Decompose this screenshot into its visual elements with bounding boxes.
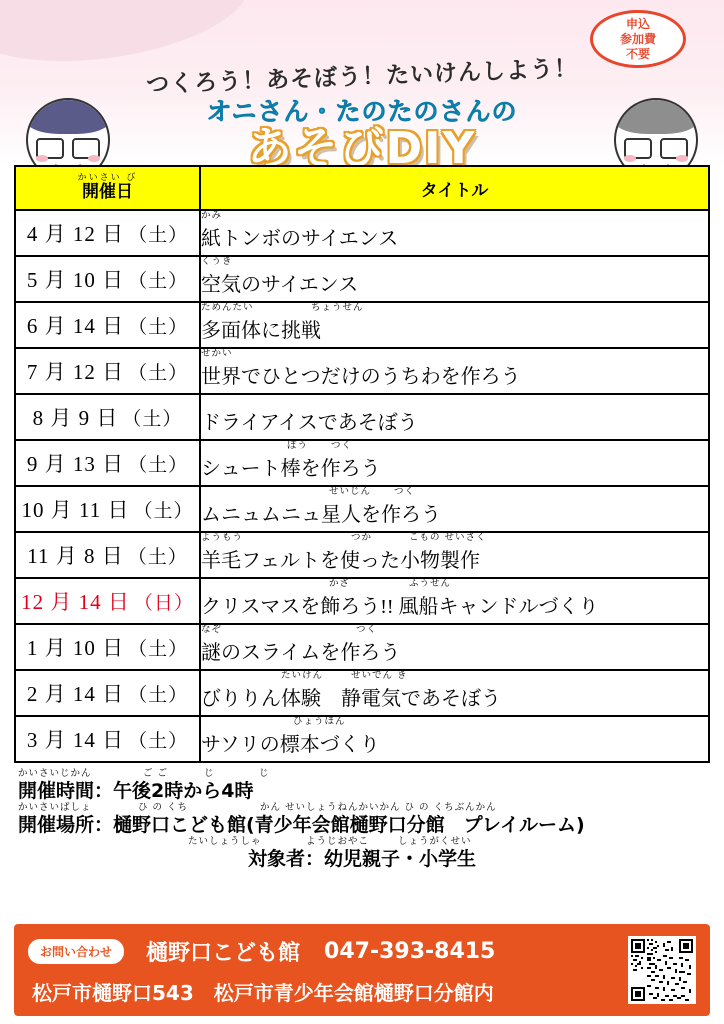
column-header-date-ruby: かいさい び [77,173,138,183]
contact-row-primary [14,924,710,967]
event-title: クリスマスを飾ろう!! 風船キャンドルづくり かざ ふうせん [201,578,599,618]
furigana-annotation: つく [331,440,353,451]
event-title-cell [200,256,709,302]
event-date-cell [15,578,200,624]
furigana-annotation: かいさいじかん [18,768,92,779]
event-date: 9 月 13 日 [26,452,125,476]
furigana-annotation: こもの せいさく [409,532,487,543]
event-title-cell [200,486,709,532]
contact-telephone[interactable]: 047-393-8415 [324,939,496,964]
furigana-annotation: たいけん [281,670,324,681]
table-row [15,256,709,302]
furigana-annotation: せいじん [329,486,372,497]
event-title: 紙トンボのサイエンス かみ [201,210,399,250]
event-date-cell [15,716,200,762]
event-date-cell [15,440,200,486]
event-title-cell [200,302,709,348]
furigana-annotation: ちょうせん [311,302,364,313]
column-header-title [200,166,709,210]
table-row [15,348,709,394]
event-date: 11 月 8 日 [27,544,124,568]
event-date-cell [15,256,200,302]
event-weekday: （土） [128,317,189,338]
event-title-cell [200,394,709,440]
furigana-annotation: せいでん き [351,670,408,681]
event-date: 4 月 12 日 [26,222,125,246]
event-title-cell [200,440,709,486]
event-title: びりりん体験 静電気であそぼう たいけん せいでん き [201,670,501,710]
furigana-annotation: くうき [201,256,233,267]
event-weekday: （土） [128,685,189,706]
event-weekday: （土） [128,731,189,752]
event-date: 10 月 11 日 [21,498,130,522]
event-date: 2 月 14 日 [26,682,125,706]
event-weekday: （日） [133,593,194,614]
column-header-title-label: タイトル [420,180,489,201]
event-title: ドライアイスであそぼう [201,412,418,434]
table-row [15,486,709,532]
furigana-annotation: ひ の くち [138,801,189,813]
info-place-text: 開催場所：樋野口こども館(青少年会館樋野口分館 プレイルーム) [18,813,585,836]
furigana-annotation: せかい [201,348,233,359]
event-title-cell [200,348,709,394]
furigana-annotation: ひょうほん [293,716,346,727]
event-date-cell [15,394,200,440]
info-audience-text: 対象者：幼児親子・小学生 [247,847,476,870]
event-date: 6 月 14 日 [26,314,125,338]
qr-code-icon[interactable] [628,936,696,1004]
table-header-row [15,166,709,210]
event-title-cell [200,716,709,762]
furigana-annotation: ようじおやこ [306,835,370,847]
table-row [15,440,709,486]
info-time-text: 開催時間：午後2時から4時 [18,780,254,802]
event-weekday: （土） [128,639,189,660]
page-title: あそびDIY [247,123,477,165]
badge-line-3: 不要 [625,46,650,61]
event-date-cell [15,348,200,394]
event-title-cell [200,670,709,716]
event-title-cell [200,532,709,578]
column-header-date-label: 開催日 [82,182,133,202]
badge-line-1: 申込 [625,16,650,31]
event-title: 多面体に挑戦 ためんたい ちょうせん [201,302,364,342]
event-weekday: （土） [128,271,189,292]
table-row [15,624,709,670]
furigana-annotation: かいさいばしょ [18,801,92,813]
furigana-annotation: つく [394,486,416,497]
event-date-cell [15,486,200,532]
column-header-date [15,166,200,210]
contact-pill-label: お問い合わせ [28,939,124,964]
furigana-annotation: なぞ [201,624,223,635]
event-title: サソリの標本づくり ひょうほん [201,716,380,756]
table-row [15,716,709,762]
event-title: 謎のスライムを作ろう なぞ つく [201,624,401,664]
furigana-annotation: ぼう [287,440,309,451]
event-weekday: （土） [128,363,189,384]
header-banner [0,0,724,165]
event-title-cell [200,624,709,670]
furigana-annotation: じ [259,768,270,779]
event-date-cell [15,302,200,348]
furigana-annotation: ご ご [143,768,169,779]
info-place-line [18,803,706,837]
furigana-annotation: ようもう [201,532,244,543]
event-weekday: （土） [127,547,188,568]
event-title: 羊毛フェルトを使った小物製作 ようもう つか こもの せいさく [201,532,487,572]
event-date-cell [15,670,200,716]
event-weekday: （土） [122,409,183,430]
furigana-annotation: ためんたい [201,302,254,313]
event-date: 12 月 14 日 [21,590,130,614]
info-audience-line [18,837,706,871]
info-time-line [18,769,706,803]
contact-footer [14,924,710,1016]
furigana-annotation: たいしょうしゃ [188,835,262,847]
event-info [0,763,724,871]
event-weekday: （土） [128,455,189,476]
furigana-annotation: ふうせん [409,578,452,589]
event-date: 7 月 12 日 [26,360,125,384]
furigana-annotation: つか [351,532,373,543]
event-title: 世界でひとつだけのうちわを作ろう せかい [201,348,521,388]
event-date: 5 月 10 日 [26,268,125,292]
contact-organization: 樋野口こども館 [146,941,301,966]
schedule-table [14,165,710,763]
badge-line-2: 参加費 [619,31,656,46]
headline-subtitle: オニさん・たのたのさんの [206,97,518,126]
event-title-cell [200,210,709,256]
event-date-cell [15,532,200,578]
table-row [15,302,709,348]
headline-tagline: つくろう！あそぼう！たいけんしよう！ [145,55,579,99]
table-row [15,210,709,256]
event-title: ムニュムニュ星人を作ろう せいじん つく [201,486,441,526]
table-row [15,578,709,624]
schedule-table-wrapper [0,165,724,763]
event-date: 3 月 14 日 [26,728,125,752]
event-weekday: （土） [133,501,194,522]
table-row [15,532,709,578]
event-date-cell [15,624,200,670]
event-title: 空気のサイエンス くうき [201,256,359,296]
event-weekday: （土） [128,225,189,246]
table-row [15,394,709,440]
table-row [15,670,709,716]
event-date: 1 月 10 日 [26,636,125,660]
event-title-cell [200,578,709,624]
furigana-annotation: つく [356,624,378,635]
event-date: 8 月 9 日 [32,406,119,430]
event-title: シュート棒を作ろう ぼう つく [201,440,381,480]
furigana-annotation: じ [204,768,215,779]
contact-address: 松戸市樋野口543 松戸市青少年会館樋野口分館内 [32,981,494,1005]
furigana-annotation: かん せいしょうねんかいかん ひ の くちぶんかん [260,801,497,813]
furigana-annotation: しょうがくせい [398,835,472,847]
furigana-annotation: かざ [329,578,351,589]
event-date-cell [15,210,200,256]
furigana-annotation: かみ [201,210,223,221]
